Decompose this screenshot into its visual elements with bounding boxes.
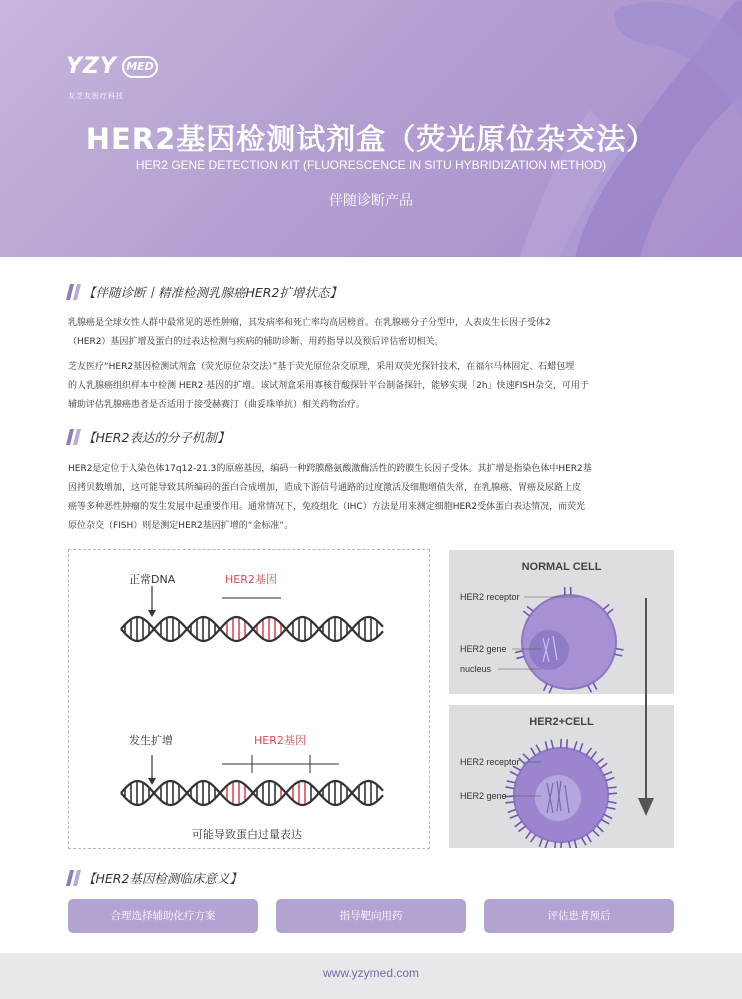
receptor-icon [574, 741, 577, 749]
receptor-icon [614, 654, 622, 656]
text-line: HER2是定位于人染色体17q12-21.3的原癌基因，编码一种跨膜酪氨酸激酶活性的跨膜生长因子受体。其扩增是指染色体中HER2基 [68, 464, 592, 474]
receptor-icon [549, 686, 552, 693]
receptor-icon [593, 682, 597, 689]
receptor-icon [506, 787, 515, 789]
her2-cell-title: HER2+CELL [529, 716, 594, 728]
receptor-icon [569, 841, 571, 848]
receptor-icon [544, 684, 547, 691]
section-bars-icon [68, 870, 79, 886]
nucleus-label: nucleus [460, 664, 492, 674]
header-banner [0, 0, 742, 257]
text-line: 癌等多种恶性肿瘤的发生发展中起重要作用。通常情况下，免疫组化（IHC）方法是用来测定细胞HER2受体蛋白表达情况，而荧光 [68, 502, 586, 512]
her2-gene-label-bottom: HER2基因 [254, 734, 306, 747]
receptor-icon [510, 815, 518, 818]
kit-paragraph [68, 358, 676, 415]
receptor-icon [597, 826, 603, 832]
normal-receptor-label: HER2 receptor [460, 592, 520, 602]
intro-paragraph [68, 314, 676, 352]
receptor-icon [519, 758, 525, 764]
receptor-icon [518, 826, 525, 831]
dna-caption: 可能导致蛋白过量表达 [192, 828, 302, 841]
receptor-icon [523, 754, 529, 760]
receptor-icon [600, 763, 607, 768]
section-bars-icon [68, 429, 79, 445]
receptor-icon [591, 751, 596, 758]
text-line: 乳腺癌是全球女性人群中最常见的恶性肿瘤，其发病率和死亡率均高居榜首。在乳腺癌分子分型中，人表皮生长因子受体2 [68, 318, 551, 328]
receptor-icon [596, 758, 603, 763]
page-subtitle: HER2 GENE DETECTION KIT (FLUORESCENCE IN SITU HYBRIDIZATION METHOD) [135, 158, 607, 172]
amplified-label: 发生扩增 [129, 734, 173, 747]
receptor-icon [561, 842, 562, 848]
receptor-icon [608, 787, 617, 788]
her2-gene-label: HER2 gene [460, 791, 507, 801]
targeted-therapy-button[interactable]: 指导靶向用药 [276, 899, 466, 933]
receptor-icon [555, 842, 556, 848]
prognosis-button[interactable]: 评估患者预后 [484, 899, 674, 933]
receptor-icon [545, 840, 548, 848]
receptor-icon [604, 772, 612, 775]
normal-gene-label: HER2 gene [460, 644, 507, 654]
receptor-icon [561, 739, 562, 748]
logo-text: YZY [66, 54, 117, 79]
receptor-icon [515, 651, 523, 653]
logo-subtitle: 友芝友医疗科技 [68, 92, 124, 100]
receptor-icon [586, 748, 591, 755]
page-title: HER2基因检测试剂盒（荧光原位杂交法） [85, 122, 657, 156]
chemo-plan-button[interactable]: 合理选择辅助化疗方案 [68, 899, 258, 933]
receptor-icon [575, 840, 577, 848]
receptor-icon [505, 802, 514, 803]
website-link[interactable]: www.yzymed.com [322, 966, 420, 980]
receptor-icon [515, 821, 522, 826]
receptor-icon [516, 656, 524, 658]
text-line: 因拷贝数增加，这可能导致其所编码的蛋白合成增加，造成下游信号通路的过度激活及细胞增值失常，在乳腺癌、胃癌及尿路上皮 [68, 483, 582, 493]
section-title-clinical-significance: 【HER2基因检测临床意义】 [68, 869, 242, 887]
receptor-icon [601, 820, 609, 824]
receptor-icon [588, 685, 592, 692]
footer [0, 953, 742, 999]
receptor-icon [510, 772, 518, 776]
normal-cell-title: NORMAL CELL [521, 561, 602, 573]
text-line: 芝友医疗“HER2基因检测试剂盒（荧光原位杂交法）”基于荧光原位杂交原理，采用双荧光探针技术，在福尔马林固定、石蜡包埋 [68, 362, 575, 372]
section-title-mechanism: 【HER2表达的分子机制】 [68, 428, 229, 446]
text-line: 原位杂交（FISH）则是测定HER2基因扩增的“金标准”。 [68, 521, 294, 531]
receptor-icon [608, 801, 617, 803]
receptor-icon [580, 743, 583, 751]
logo-badge: MED [122, 56, 158, 78]
dna-helix-diagram [69, 550, 431, 850]
text-line: 辅助评估乳腺癌患者是否适用于接受赫赛汀（曲妥珠单抗）相关药物治疗。 [68, 400, 366, 410]
receptor-icon [606, 777, 614, 780]
mechanism-paragraph [68, 460, 676, 536]
dna-helix-normal [121, 617, 383, 641]
receptor-icon [507, 781, 516, 783]
text-line: （HER2）基因扩增及蛋白的过表达检测与疾病的辅助诊断、用药指导以及预后评估密切相关。 [68, 337, 444, 347]
receptor-icon [531, 748, 535, 756]
section-bars-icon [68, 284, 79, 300]
receptor-icon [607, 609, 613, 614]
receptor-icon [527, 606, 533, 611]
receptor-icon [603, 604, 609, 609]
receptor-icon [616, 648, 624, 650]
dna-helix-amplified [121, 781, 383, 805]
receptor-icon [526, 831, 531, 838]
receptor-icon [551, 740, 553, 749]
receptor-icon [545, 741, 547, 750]
her2-receptor-label: HER2 receptor [460, 757, 520, 767]
receptor-icon [508, 809, 516, 812]
product-tag: 伴随诊断产品 [329, 193, 413, 209]
receptor-icon [581, 837, 585, 845]
receptor-icon [523, 611, 529, 616]
section-title-companion-diagnosis: 【伴随诊断丨精准检测乳腺癌HER2扩增状态】 [68, 283, 342, 301]
normal-dna-label: 正常DNA [129, 573, 176, 586]
receptor-icon [531, 835, 536, 842]
receptor-icon [539, 838, 542, 846]
receptor-icon [536, 745, 540, 753]
receptor-icon [604, 814, 612, 818]
receptor-icon [587, 834, 591, 842]
receptor-icon [593, 830, 599, 836]
receptor-icon [608, 793, 617, 794]
down-arrow-icon [632, 598, 660, 820]
receptor-icon [567, 739, 568, 748]
text-line: 的人乳腺癌组织样本中检测 HER2 基因的扩增。该试剂盒采用寡核苷酸探针平台制备探针，能够实现「2h」快速FISH杂交，可用于 [68, 381, 589, 391]
receptor-icon [606, 807, 615, 809]
dna-amplification-figure [68, 549, 430, 849]
her2-gene-label-top: HER2基因 [225, 573, 277, 586]
